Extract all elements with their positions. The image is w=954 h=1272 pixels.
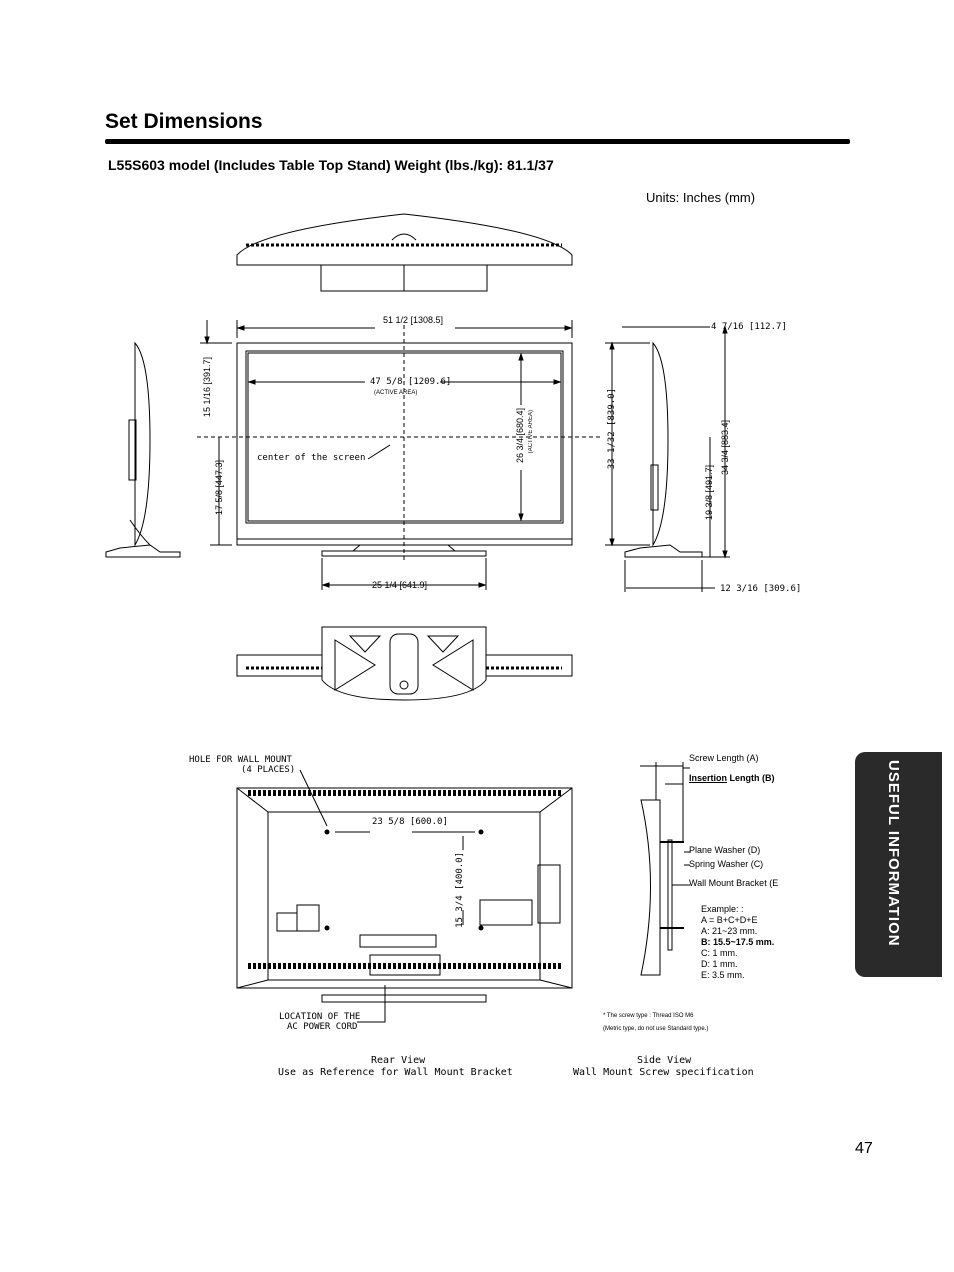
- side-view-subcaption: Wall Mount Screw specification: [573, 1067, 754, 1078]
- active-height-dimension: 26 3/4 [680.4]: [515, 408, 525, 464]
- example-formula: A = B+C+D+E: [701, 915, 758, 925]
- top-view-drawing: [237, 214, 572, 291]
- rear-view-subcaption: Use as Reference for Wall Mount Bracket: [278, 1067, 513, 1078]
- upper-height-dimension: 15 1/16 [391.7]: [202, 357, 212, 418]
- plane-washer-label: Plane Washer (D): [689, 845, 761, 855]
- stand-width-dimension: 25 1/4 [641.9]: [372, 580, 428, 590]
- example-c: C: 1 mm.: [701, 948, 738, 958]
- hole-h-spacing: 23 5/8 [600.0]: [372, 817, 448, 827]
- screw-length-label: Screw Length (A): [689, 753, 759, 763]
- insertion-rest: Length (B): [727, 773, 775, 783]
- example-e: E: 3.5 mm.: [701, 970, 745, 980]
- insertion-length-label: [689, 773, 775, 783]
- power-cord-label-2: AC POWER CORD: [287, 1022, 358, 1032]
- lower-height-dimension: 17 5/8 [447.3]: [214, 460, 224, 516]
- page-number: 47: [855, 1140, 873, 1157]
- page-title: Set Dimensions: [105, 110, 263, 133]
- power-cord-label: LOCATION OF THE: [279, 1012, 361, 1022]
- example-a: A: 21~23 mm.: [701, 926, 758, 936]
- rear-view-drawing: [237, 770, 572, 1022]
- screw-type-note-2: (Metric type, do not use Standard type.): [603, 1026, 709, 1032]
- model-subtitle: L55S603 model (Includes Table Top Stand) Weight (lbs./kg): 81.1/37: [108, 157, 554, 173]
- screw-side-drawing: [640, 762, 690, 975]
- hole-v-spacing: 15 3/4 [400.0]: [455, 852, 465, 928]
- center-screen-label: center of the screen: [257, 453, 366, 463]
- section-tab-label: USEFUL INFORMATION: [885, 760, 902, 947]
- left-side-profile: [106, 343, 180, 557]
- example-d: D: 1 mm.: [701, 959, 738, 969]
- section-tab: [855, 752, 942, 977]
- example-b: B: 15.5~17.5 mm.: [701, 937, 775, 947]
- insertion-word: Insertion: [689, 773, 728, 783]
- wall-bracket-label: Wall Mount Bracket (E: [689, 878, 779, 888]
- active-width-dimension: 47 5/8 [1209.6]: [370, 377, 452, 387]
- example-title: Example: :: [701, 904, 744, 914]
- rear-view-caption: Rear View: [371, 1055, 426, 1066]
- active-width-note: (ACTIVE AREA): [374, 390, 418, 396]
- right-side-profile: [605, 327, 730, 592]
- stand-depth-dimension: 12 3/16 [309.6]: [720, 584, 802, 594]
- depth-top-dimension: 4 7/16 [112.7]: [711, 322, 787, 332]
- base-height-dimension: 19 3/8 [491.7]: [704, 465, 714, 521]
- spring-washer-label: Spring Washer (C): [689, 859, 764, 869]
- hole-label: HOLE FOR WALL MOUNT: [189, 755, 292, 765]
- side-view-caption: Side View: [637, 1055, 692, 1066]
- screw-type-note: * The screw type : Thread ISO M6: [603, 1013, 694, 1019]
- bottom-view-drawing: [237, 627, 572, 700]
- width-dimension: 51 1/2 [1308.5]: [383, 315, 444, 325]
- units-label: Units: Inches (mm): [646, 190, 756, 205]
- total-height-dimension: 34 3/4 [883.4]: [720, 420, 730, 476]
- panel-height-dimension: 33 1/32 [839.0]: [607, 388, 617, 470]
- hole-label-count: (4 PLACES): [241, 765, 296, 775]
- active-height-note: (ACTIVE AREA): [528, 410, 534, 454]
